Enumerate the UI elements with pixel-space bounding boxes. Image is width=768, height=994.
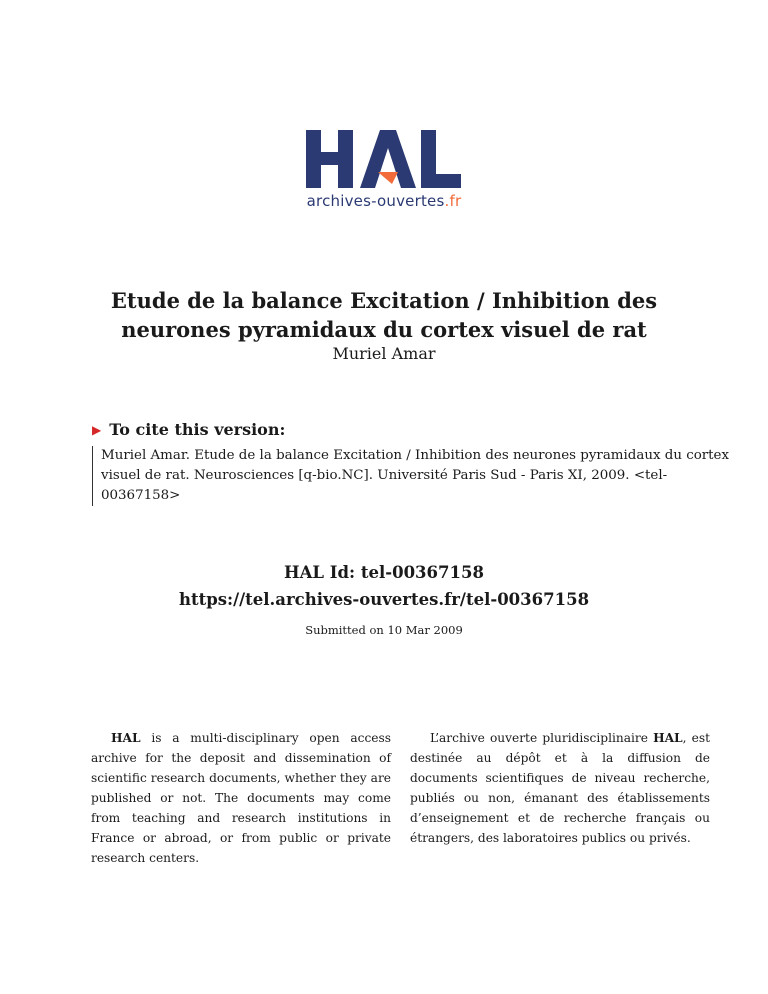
triangle-right-icon: ▶ <box>92 423 102 437</box>
hal-id: HAL Id: tel-00367158 <box>284 563 484 582</box>
description-english: HAL is a multi-disciplinary open access archive for the deposit and dissemination of scientific research documents, whether they are published or not. The documents may come from teaching and research institutions in France or abroad, or from public or private research centers. <box>91 731 391 865</box>
document-title: Etude de la balance Excitation / Inhibition des neurones pyramidaux du cortex visuel de rat <box>110 288 658 342</box>
description-french: L’archive ouverte pluridisciplinaire HAL, est destinée au dépôt et à la diffusion de documents scientifiques de niveau recherche, publiés ou non, émanant des établissements d’enseignement et de recherche français ou étrangers, des laboratoires publics ou privés. <box>410 731 710 845</box>
hal-logo <box>0 126 768 210</box>
submission-date: Submitted on 10 Mar 2009 <box>305 623 463 637</box>
cite-heading: ▶ To cite this version: <box>92 420 286 439</box>
hal-url-link[interactable]: https://tel.archives-ouvertes.fr/tel-00367158 <box>178 590 590 609</box>
logo-tagline: archives-ouvertes.fr <box>306 192 462 210</box>
document-author: Muriel Amar <box>332 344 436 363</box>
hal-logo-mark <box>304 126 464 190</box>
citation-text: Muriel Amar. Etude de la balance Excitation / Inhibition des neurones pyramidaux du cortex visuel de rat. Neurosciences [q-bio.NC]. Université Paris Sud - Paris XI, 2009. <tel-00367158> <box>92 446 733 506</box>
